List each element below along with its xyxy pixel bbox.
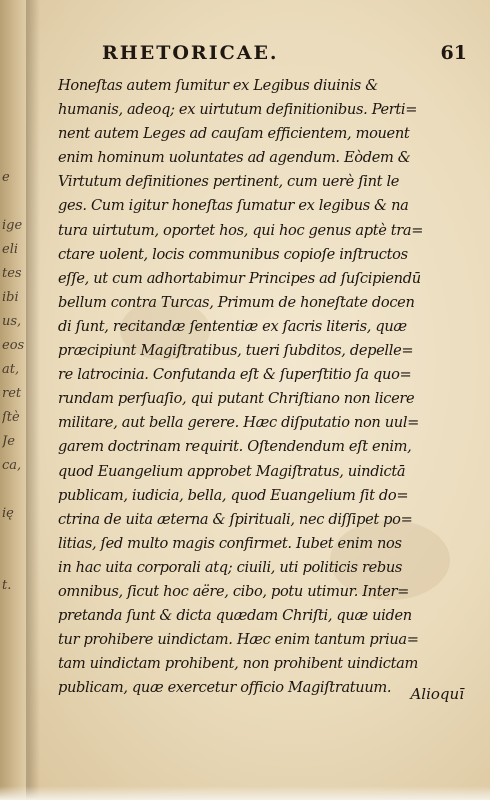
margin-fragment: e: [2, 170, 10, 185]
page-header: [82, 40, 467, 70]
text-line: di ſunt, recitandæ ſententiæ ex ſacris literis, quæ: [58, 317, 407, 335]
margin-fragment: Je: [2, 434, 15, 449]
body-text: [58, 74, 468, 700]
text-line: humanis, adeoq; ex uirtutum definitionibus. Perti=: [58, 101, 418, 119]
text-line: Honeſtas autem ſumitur ex Legibus diuinis &: [58, 77, 378, 94]
text-line: omnibus, ſicut hoc aëre, cibo, potu utimur. Inter=: [58, 582, 410, 600]
text-line: præcipiunt Magiſtratibus, tueri ſubditos, depelle=: [58, 342, 414, 360]
margin-fragment: ibi: [2, 290, 19, 305]
text-line: nent autem Leges ad cauſam efficientem, mouent: [58, 125, 410, 143]
margin-fragment: t.: [2, 578, 12, 593]
margin-fragment: [2, 622, 32, 646]
margin-fragment: ret: [2, 386, 22, 401]
margin-fragment: [2, 526, 32, 550]
margin-fragment: eli: [2, 242, 19, 257]
margin-fragment: [2, 598, 32, 622]
text-line: bellum contra Turcas, Primum de honeſtate docen: [58, 293, 415, 311]
text-line: publicam, iudicia, bella, quod Euangelium ſit do=: [58, 486, 409, 504]
margin-fragment: tes: [2, 266, 22, 281]
running-title: RHETORICAE.: [102, 42, 279, 64]
text-line: enim hominum uoluntates ad agendum. Eòdem &: [58, 149, 411, 167]
margin-fragment: at,: [2, 362, 20, 377]
page-number: 61: [440, 42, 467, 64]
text-line: eſſe, ut cum adhortabimur Principes ad ſuſcipiendū: [58, 269, 421, 287]
text-line: litias, ſed multo magis confirmet. Iubet enim nos: [58, 534, 402, 552]
text-line: quod Euangelium approbet Magiſtratus, uindictā: [58, 462, 406, 480]
text-line: Virtutum definitiones pertinent, cum uerè ſint le: [58, 173, 400, 191]
text-line: ctare uolent, locis communibus copioſe inſtructos: [58, 245, 408, 263]
text-line: rundam perſuaſio, qui putant Chriſtiano non licere: [58, 390, 415, 408]
margin-fragment: us,: [2, 314, 22, 329]
text-line: tur prohibere uindictam. Hæc enim tantum priua=: [58, 631, 419, 649]
margin-fragment: [2, 550, 32, 574]
margin-fragment: [2, 190, 32, 214]
text-line: tura uirtutum, oportet hos, qui hoc genus aptè tra=: [58, 221, 424, 239]
text-line: re latrocinia. Confutanda eſt & ſuperſtitio ſa quo=: [58, 366, 412, 384]
text-line: ges. Cum igitur honeſtas ſumatur ex legibus & na: [58, 197, 409, 215]
catchword: Alioquī: [410, 685, 464, 703]
text-line: in hac uita corporali atq; ciuili, uti politicis rebus: [58, 558, 403, 576]
text-line: garem doctrinam requirit. Oſtendendum eſt enim,: [58, 438, 412, 456]
text-line: pretanda ſunt & dicta quædam Chriſti, quæ uiden: [58, 607, 412, 625]
text-line: publicam, quæ exercetur officio Magiſtratuum.: [58, 679, 392, 697]
margin-fragment: ię: [2, 506, 14, 521]
margin-fragment: ca,: [2, 458, 22, 473]
margin-fragment: [2, 646, 32, 670]
margin-fragment: ſtè: [2, 410, 20, 425]
page-bottom-edge: [0, 786, 490, 800]
margin-fragment: [2, 478, 32, 502]
facing-page-fragments: [2, 166, 32, 670]
margin-fragment: ige: [2, 218, 23, 233]
text-line: ctrina de uita æterna & ſpirituali, nec diſſipet po=: [58, 510, 413, 528]
text-line: tam uindictam prohibent, non prohibent uindictam: [58, 655, 418, 673]
text-line: militare, aut bella gerere. Hæc diſputatio non uul=: [58, 414, 420, 432]
margin-fragment: eos: [2, 338, 25, 353]
